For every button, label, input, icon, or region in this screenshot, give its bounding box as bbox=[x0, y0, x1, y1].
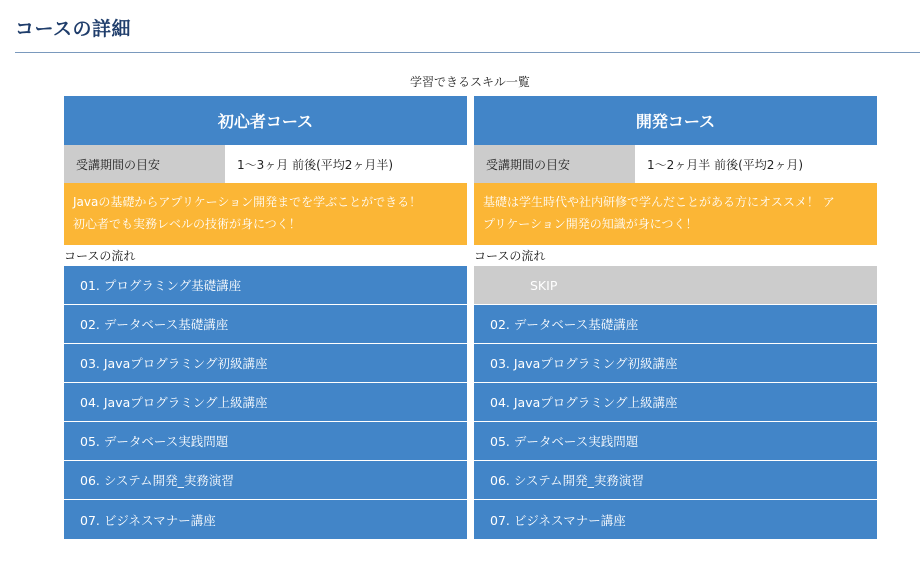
course-step[interactable]: 05. データベース実践問題 bbox=[474, 422, 877, 461]
flow-label: コースの流れ bbox=[64, 249, 136, 263]
course-card-development bbox=[474, 96, 877, 539]
period-value: 1〜2ヶ月半 前後(平均2ヶ月) bbox=[635, 145, 877, 183]
course-step[interactable]: 02. データベース基礎講座 bbox=[474, 305, 877, 344]
skills-caption: 学習できるスキル一覧 bbox=[410, 75, 530, 89]
course-step[interactable]: 02. データベース基礎講座 bbox=[64, 305, 467, 344]
course-title: 開発コース bbox=[474, 96, 877, 145]
course-step[interactable]: 07. ビジネスマナー講座 bbox=[64, 500, 467, 539]
course-steps bbox=[474, 266, 877, 539]
period-label: 受講期間の目安 bbox=[474, 145, 635, 183]
course-step[interactable]: 06. システム開発_実務演習 bbox=[64, 461, 467, 500]
title-divider bbox=[15, 52, 920, 53]
course-step[interactable]: 03. Javaプログラミング初級講座 bbox=[474, 344, 877, 383]
course-step[interactable]: 01. プログラミング基礎講座 bbox=[64, 266, 467, 305]
course-step[interactable]: 04. Javaプログラミング上級講座 bbox=[474, 383, 877, 422]
description-line: プリケーション開発の知識が身につく！ bbox=[483, 217, 698, 231]
description-line: 基礎は学生時代や社内研修で学んだことがある方にオススメ！ ア bbox=[483, 195, 835, 209]
course-step[interactable]: 04. Javaプログラミング上級講座 bbox=[64, 383, 467, 422]
flow-label: コースの流れ bbox=[474, 249, 546, 263]
course-description bbox=[474, 183, 877, 245]
page-title: コースの詳細 bbox=[15, 18, 132, 40]
course-steps bbox=[64, 266, 467, 539]
course-step[interactable]: 06. システム開発_実務演習 bbox=[474, 461, 877, 500]
course-title: 初心者コース bbox=[64, 96, 467, 145]
period-label: 受講期間の目安 bbox=[64, 145, 225, 183]
course-step[interactable]: 05. データベース実践問題 bbox=[64, 422, 467, 461]
course-step-skip: SKIP bbox=[474, 266, 877, 305]
period-value: 1〜3ヶ月 前後(平均2ヶ月半) bbox=[225, 145, 467, 183]
course-step[interactable]: 07. ビジネスマナー講座 bbox=[474, 500, 877, 539]
description-line: Javaの基礎からアプリケーション開発までを学ぶことができる！ bbox=[73, 195, 422, 209]
period-row bbox=[474, 145, 877, 183]
course-step[interactable]: 03. Javaプログラミング初級講座 bbox=[64, 344, 467, 383]
course-description bbox=[64, 183, 467, 245]
description-line: 初心者でも実務レベルの技術が身につく！ bbox=[73, 217, 301, 231]
course-card-beginner bbox=[64, 96, 467, 539]
period-row bbox=[64, 145, 467, 183]
